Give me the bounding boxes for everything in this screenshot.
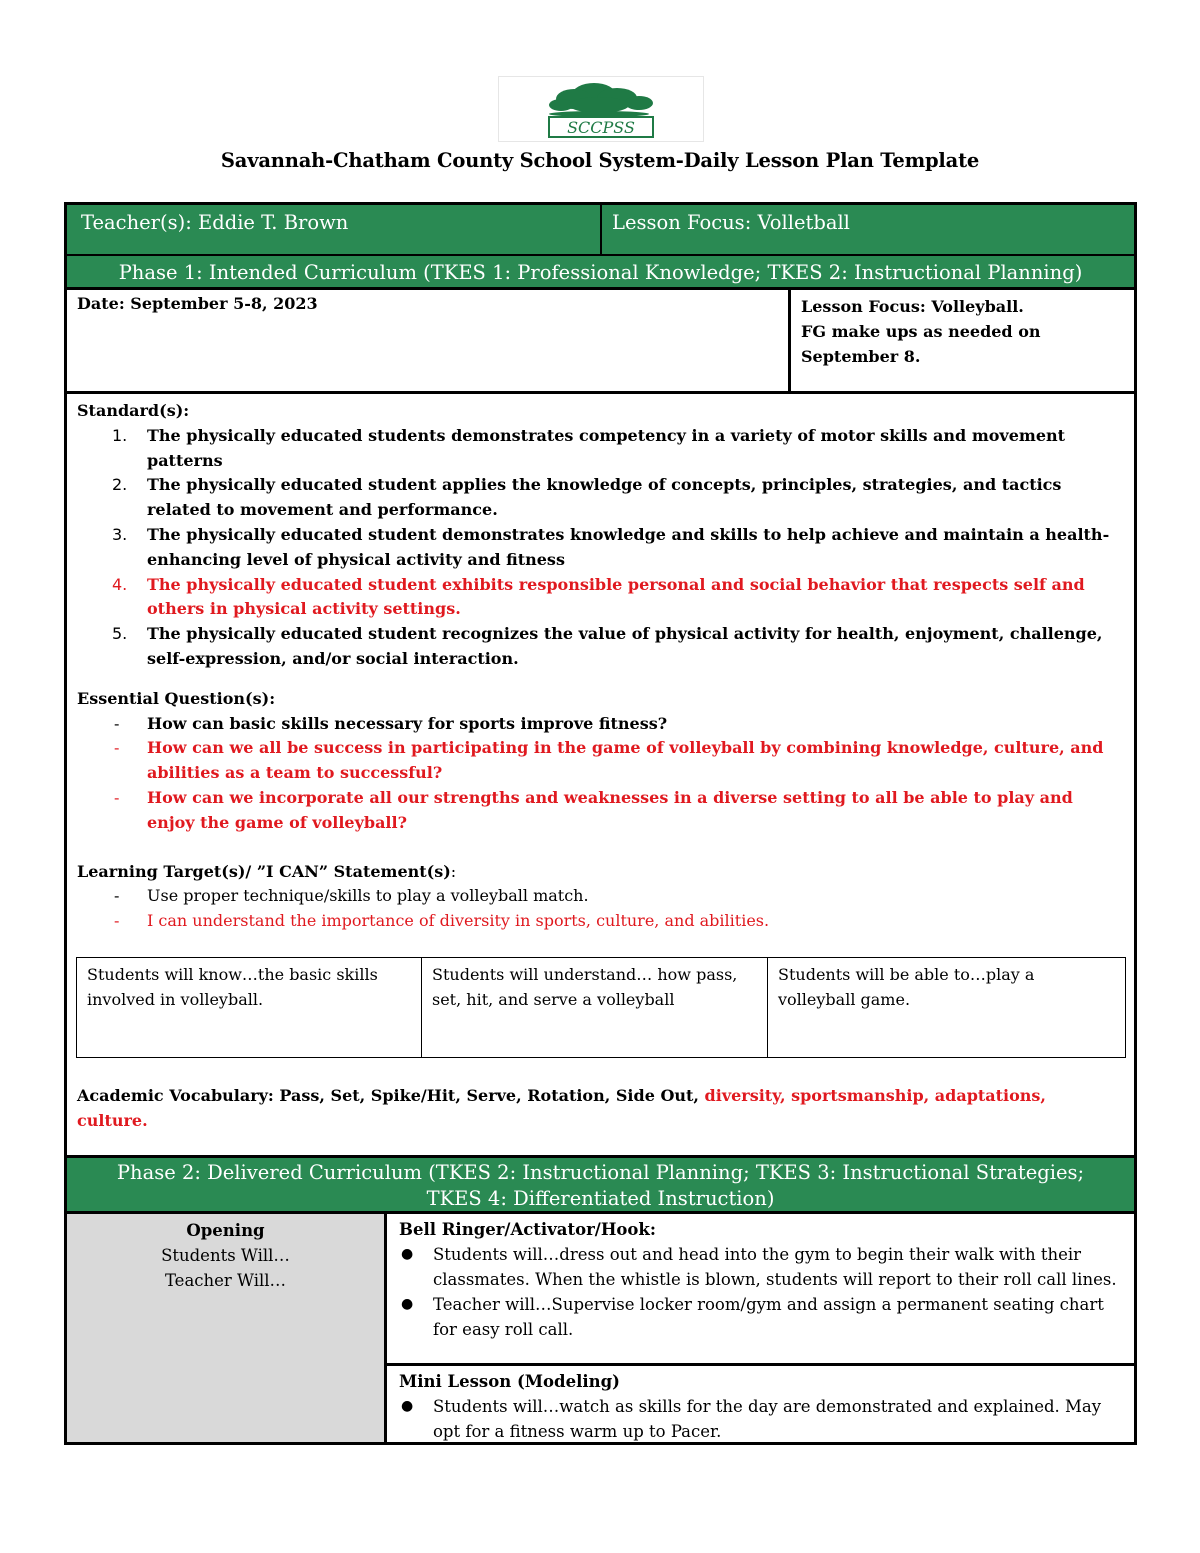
standards-list	[77, 424, 1124, 672]
focus-line: September 8.	[801, 347, 921, 366]
question-item-highlighted: - How can we incorporate all our strengths and weaknesses in a diverse setting to all be able to play and enjoy the game of volleyball?	[114, 787, 1073, 832]
standard-item: 1. The physically educated students demonstrates competency in a variety of motor skills and movement patterns	[112, 425, 1066, 470]
opening-line: Teacher Will…	[164, 1271, 287, 1290]
opening-cell	[67, 1214, 387, 1442]
date-cell: Date: September 5-8, 2023	[67, 290, 791, 394]
opening-line: Students Will…	[161, 1246, 290, 1265]
mini-lesson-title: Mini Lesson (Modeling)	[399, 1372, 620, 1391]
curriculum-details-cell	[67, 394, 1134, 1158]
bell-ringer-cell	[387, 1214, 1134, 1366]
standard-item: 5. The physically educated student recognizes the value of physical activity for health, enjoyment, challenge, self-expression, and/or social interaction.	[112, 624, 1103, 668]
mini-lesson-item: ● Students will…watch as skills for the day are demonstrated and explained. May opt for a fitness warm up to Pacer.	[399, 1394, 1124, 1444]
question-item: - How can basic skills necessary for sports improve fitness?	[114, 713, 668, 733]
mini-lesson-cell	[387, 1366, 1134, 1442]
learning-targets-list	[77, 884, 1124, 934]
bullet-icon: ●	[401, 1398, 414, 1414]
phase2-header	[67, 1158, 1134, 1214]
question-item-highlighted: - How can we all be success in participating in the game of volleyball by combining knowledge, culture, and abilities as a team to successful?	[114, 738, 1104, 783]
lesson-focus-detail-cell	[791, 290, 1134, 394]
document-title: Savannah-Chatham County School System-Daily Lesson Plan Template	[220, 149, 980, 172]
standards-label: Standard(s):	[77, 401, 190, 420]
phase2-title-line: Phase 2: Delivered Curriculum (TKES 2: Instructional Planning; TKES 3: Instructional Strategies;	[116, 1161, 1085, 1184]
know-understand-do-table	[76, 957, 1126, 1058]
bell-ringer-list	[399, 1242, 1124, 1342]
bell-ringer-item: ● Teacher will…Supervise locker room/gym and assign a permanent seating chart for easy roll call.	[399, 1292, 1124, 1342]
phase2-title-line: TKES 4: Differentiated Instruction)	[426, 1187, 775, 1210]
focus-line: FG make ups as needed on	[801, 322, 1041, 341]
essential-questions-label: Essential Question(s):	[77, 688, 276, 708]
standard-item: 3. The physically educated student demonstrates knowledge and skills to help achieve and maintain a health-enhancing level of physical activity and fitness	[112, 524, 1110, 569]
academic-vocabulary: Academic Vocabulary: Pass, Set, Spike/Hit, Serve, Rotation, Side Out, diversity, sportsmanship, adaptations, culture.	[77, 1086, 1046, 1130]
sccpss-logo	[498, 76, 704, 142]
able-to-cell: Students will be able to…play a volleyball game.	[778, 965, 1035, 1009]
standard-item: 2. The physically educated student applies the knowledge of concepts, principles, strategies, and tactics related to movement and performance.	[112, 475, 1062, 520]
learning-targets-label: Learning Target(s)/ ”I CAN” Statement(s):	[77, 861, 457, 881]
standard-item-highlighted: 4. The physically educated student exhibits responsible personal and social behavior that respects self and others in physical activity settings.	[112, 574, 1085, 619]
lesson-focus-cell: Lesson Focus: Volletball	[602, 205, 1134, 256]
lesson-plan-table	[64, 202, 1137, 1445]
opening-title: Opening	[186, 1221, 265, 1240]
phase1-header: Phase 1: Intended Curriculum (TKES 1: Professional Knowledge; TKES 2: Instructional Planning)	[67, 256, 1134, 290]
know-cell: Students will know…the basic skills involved in volleyball.	[77, 958, 422, 1057]
bullet-icon: ●	[401, 1296, 414, 1312]
bullet-icon: ●	[401, 1246, 414, 1262]
mini-lesson-list	[399, 1394, 1124, 1444]
learning-target-item: - Use proper technique/skills to play a volleyball match.	[114, 886, 589, 906]
bell-ringer-item: ● Students will…dress out and head into the gym to begin their walk with their classmates. When the whistle is blown, students will report to their roll call lines.	[399, 1242, 1124, 1292]
bell-ringer-title: Bell Ringer/Activator/Hook:	[399, 1220, 656, 1239]
essential-questions-list	[77, 712, 1124, 836]
logo-text: SCCPSS	[567, 118, 635, 137]
teacher-cell: Teacher(s): Eddie T. Brown	[67, 205, 602, 256]
focus-line: Lesson Focus: Volleyball.	[801, 297, 1024, 316]
understand-cell: Students will understand… how pass, set, hit, and serve a volleyball	[422, 958, 768, 1057]
learning-target-item-highlighted: - I can understand the importance of diversity in sports, culture, and abilities.	[114, 911, 770, 931]
oak-tree-logo-icon	[499, 77, 703, 141]
